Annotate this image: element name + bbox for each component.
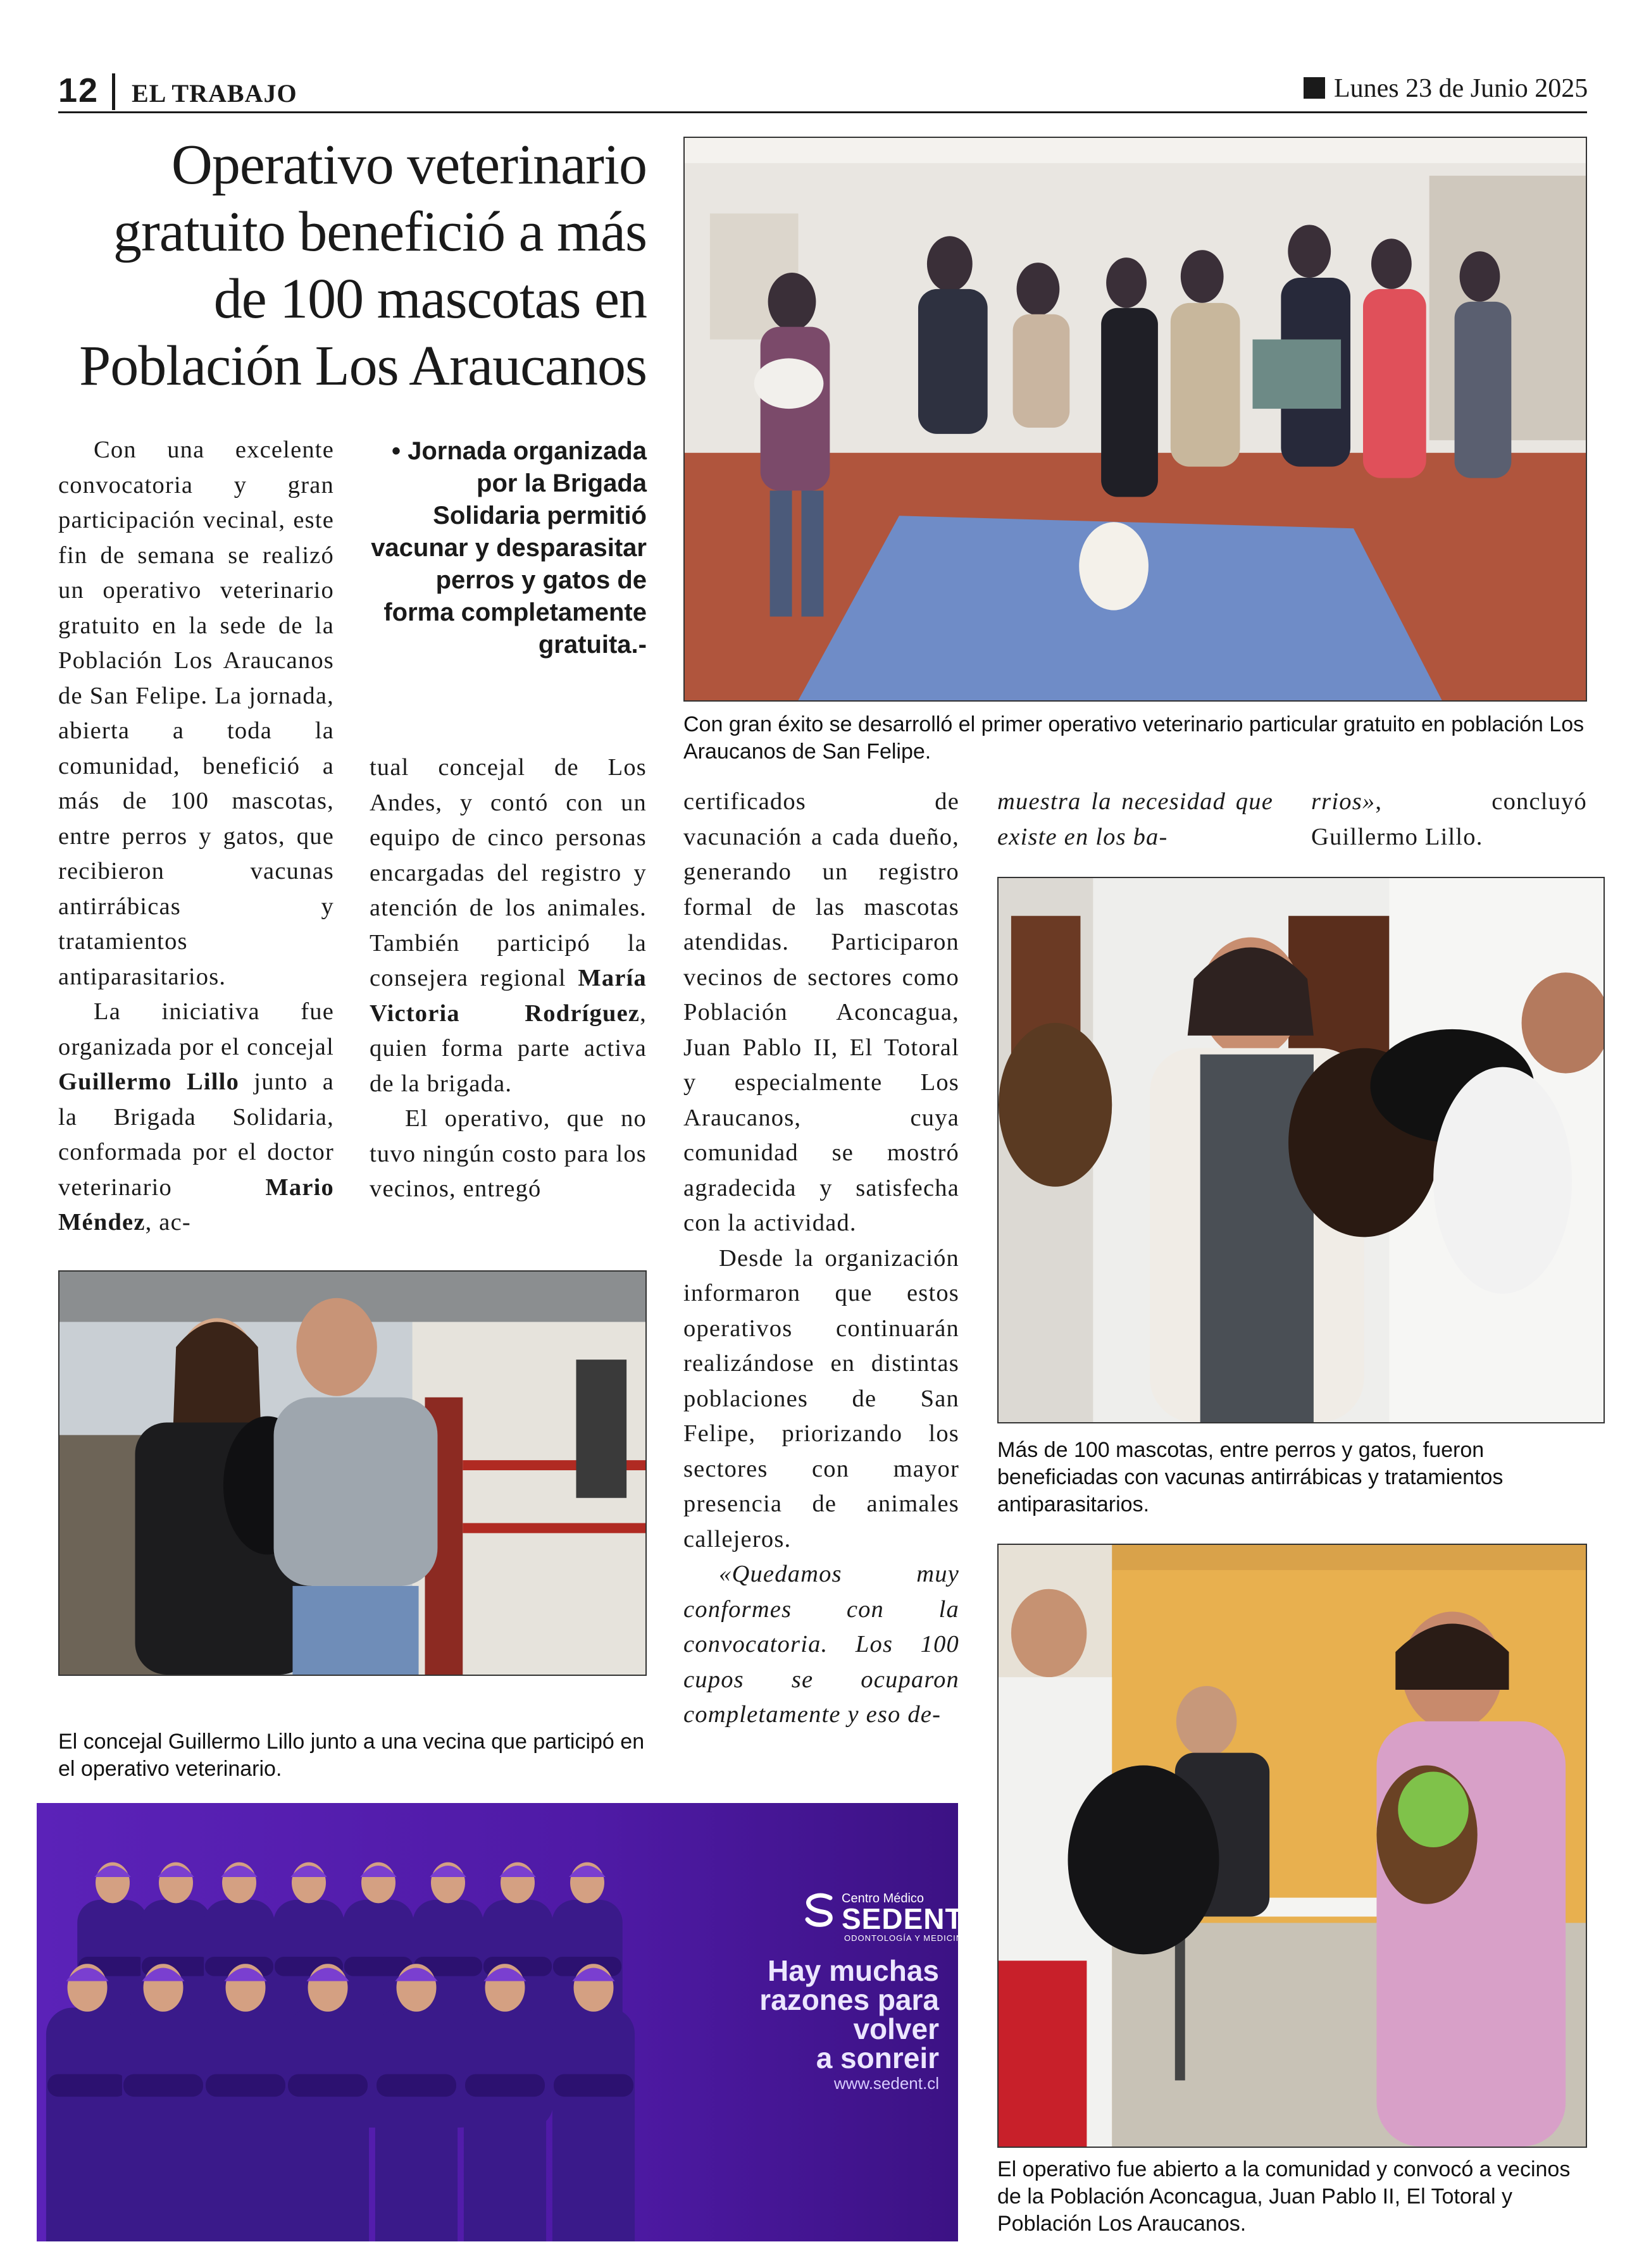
photo-vecina-perros — [997, 877, 1605, 1423]
article-column-5 — [1311, 784, 1587, 855]
paragraph: Desde la organización informaron que estos operativos continuarán realizándose en distintas poblaciones de San Felipe, priorizando los sectores con mayor presencia de animales callejeros. — [683, 1244, 959, 1552]
ad-url[interactable]: www.sedent.cl — [833, 2074, 939, 2093]
ad-slogan-line: volver — [853, 2012, 939, 2045]
person-name: Guillermo Lillo — [58, 1069, 240, 1095]
paragraph — [997, 784, 1273, 855]
photo-caption: Más de 100 mascotas, entre perros y gatos, fueron beneficiadas con vacunas antirrábicas y tratamientos antiparasitarios. — [997, 1438, 1504, 1516]
photo-illustration — [59, 1272, 645, 1675]
photo-illustration — [999, 878, 1604, 1422]
photo-concejal-vecina — [58, 1270, 647, 1676]
photo-atencion-mesa — [997, 1544, 1587, 2148]
paragraph — [683, 1557, 959, 1733]
headline — [58, 132, 647, 400]
paragraph: Con una excelente convocatoria y gran participación vecinal, este fin de semana se realizó un operativo veterinario gratuito en la sede de la Población Los Araucanos de San Felipe. La jornada, abierta a toda la comunidad, benefició a más de 100 mascotas, entre perros y gatos, que recibieron vacunas antirrábicas y tratamientos antiparasitarios. — [58, 437, 334, 990]
photo-illustration — [685, 138, 1586, 700]
headline-line: gratuito benefició a más — [113, 201, 647, 263]
photo-illustration — [999, 1545, 1586, 2147]
ad-logo-subtitle: ODONTOLOGÍA Y MEDICINA — [844, 1933, 969, 1943]
article-column-3 — [683, 784, 959, 1733]
subhead: • Jornada organizada por la Brigada Solidaria permitió vacunar y desparasitar perros y gatos de forma completamente gratuita.- — [371, 437, 647, 659]
date-square-icon — [1304, 77, 1325, 99]
header-rule — [58, 111, 1587, 113]
ad-slogan-line: a sonreir — [816, 2042, 939, 2074]
ad-slogan — [683, 1956, 939, 2073]
sedent-logo-icon — [802, 1892, 838, 1927]
paragraph: rrios», concluyó Guillermo Lillo. — [1311, 788, 1587, 850]
article-column-1 — [58, 433, 334, 1241]
quote: rrios» — [1311, 788, 1376, 815]
headline-line: Población Los Araucanos — [79, 335, 647, 397]
quote: muestra la necesidad que existe en los ba- — [997, 788, 1273, 850]
person-name: María Victoria Rodríguez — [370, 965, 647, 1027]
photo-operativo-crowd — [683, 137, 1587, 702]
ad-slogan-line: razones para — [759, 1983, 939, 2016]
article-column-2 — [370, 750, 647, 1207]
paragraph: La iniciativa fue organizada por el concejal Guillermo Lillo junto a la Brigada Solidaria, conformada por el doctor veterinario Mario Méndez, ac- — [58, 998, 334, 1236]
headline-line: de 100 mascotas en — [213, 268, 647, 330]
ad-slogan-line: Hay muchas — [767, 1954, 939, 1987]
quote: «Quedamos muy conformes con la convocatoria. Los 100 cupos se ocuparon completamente y eso de- — [683, 1561, 959, 1728]
ad-logo-caption: Centro Médico — [842, 1892, 925, 1905]
person-name: Mario Méndez — [58, 1174, 334, 1236]
headline-line: Operativo veterinario — [171, 133, 647, 196]
paragraph: tual concejal de Los Andes, y contó con un equipo de cinco personas encargadas del registro y atención de los animales. También participó la consejera regional María Victoria Rodríguez, quien forma parte activa de la brigada. — [370, 754, 647, 1097]
issue-date: Lunes 23 de Junio 2025 — [1334, 74, 1588, 103]
ad-logo-name: SEDENT — [842, 1902, 964, 1935]
page-number: 12 — [58, 71, 99, 109]
paragraph: El operativo, que no tuvo ningún costo para los vecinos, entregó — [370, 1105, 647, 1202]
paragraph: certificados de vacunación a cada dueño, generando un registro formal de las mascotas atendidas. Participaron vecinos de sectores como Población Aconcagua, Juan Pablo II, El Totoral y especialmente Los Araucanos, cuya comunidad se mostró agradecida y satisfecha con la actividad. — [683, 788, 959, 1236]
publication-name: EL TRABAJO — [132, 79, 297, 108]
article-column-4 — [997, 784, 1273, 855]
header-divider — [112, 73, 115, 110]
photo-caption: El operativo fue abierto a la comunidad y convocó a vecinos de la Población Aconcagua, Juan Pablo II, El Totoral y Población Los Araucanos. — [997, 2157, 1571, 2236]
photo-caption: Con gran éxito se desarrolló el primer operativo veterinario particular gratuito en población Los Araucanos de San Felipe. — [683, 712, 1585, 764]
photo-caption: El concejal Guillermo Lillo junto a una vecina que participó en el operativo veterinario. — [58, 1730, 645, 1781]
